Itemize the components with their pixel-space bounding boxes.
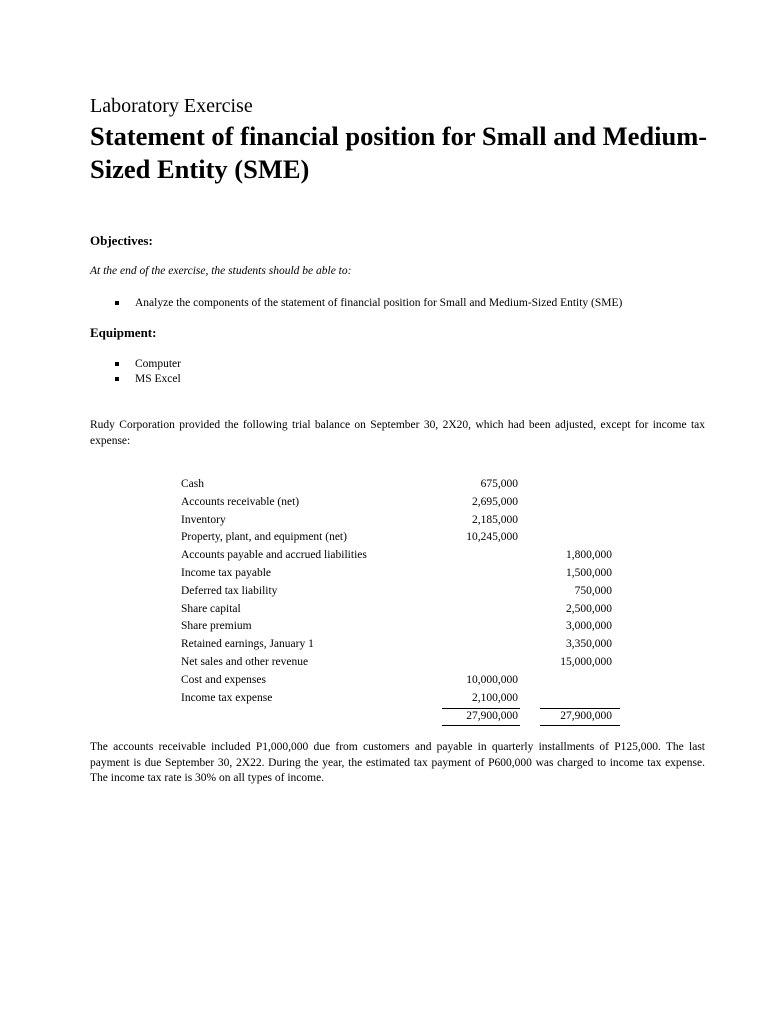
debit-amount: 675,000 xyxy=(480,478,518,490)
objectives-heading: Objectives: xyxy=(90,233,153,248)
document-title: Statement of financial position for Small and Medium-Sized Entity (SME) xyxy=(90,121,708,184)
equipment-text: MS Excel xyxy=(135,373,181,385)
table-row xyxy=(180,690,620,708)
credit-amount: 3,000,000 xyxy=(566,620,612,633)
objective-item xyxy=(90,296,622,311)
table-row xyxy=(180,654,620,672)
square-bullet-icon xyxy=(115,377,119,381)
problem-intro: Rudy Corporation provided the following trial balance on September 30, 2X20, which had been adjusted, except for income tax expense: xyxy=(90,419,705,447)
total-underline xyxy=(540,725,620,726)
credit-amount: 2,500,000 xyxy=(566,602,612,615)
table-row xyxy=(180,565,620,583)
account-name: Deferred tax liability xyxy=(181,584,278,597)
credit-amount: 1,500,000 xyxy=(566,566,612,579)
table-row xyxy=(180,672,620,690)
account-name: Cash xyxy=(181,478,204,490)
trial-balance-table xyxy=(180,476,620,725)
debit-amount: 2,100,000 xyxy=(472,691,518,704)
total-credit: 27,900,000 xyxy=(560,710,612,723)
debit-amount: 10,000,000 xyxy=(466,673,518,686)
table-row xyxy=(180,529,620,547)
equipment-item xyxy=(90,372,181,387)
table-row xyxy=(180,618,620,636)
account-name: Income tax expense xyxy=(181,691,273,704)
account-name: Property, plant, and equipment (net) xyxy=(181,531,347,544)
problem-notes: The accounts receivable included P1,000,000 due from customers and payable in quarterly installments of P125,000. The last payment is due September 30, 2X22. During the year, the estimated tax payment of P600,000 was charged to income tax expense. The income tax rate is 30% on all types of income. xyxy=(90,741,705,784)
document-subtitle: Laboratory Exercise xyxy=(90,95,253,117)
objectives-list xyxy=(90,296,622,311)
debit-amount: 2,695,000 xyxy=(472,495,518,508)
objectives-intro: At the end of the exercise, the students should be able to: xyxy=(90,265,352,277)
credit-amount: 3,350,000 xyxy=(566,638,612,651)
debit-amount: 10,245,000 xyxy=(466,531,518,544)
total-debit: 27,900,000 xyxy=(466,710,518,723)
square-bullet-icon xyxy=(115,362,119,366)
objective-text: Analyze the components of the statement of financial position for Small and Medium-Sized Entity (SME) xyxy=(135,297,623,309)
account-name: Income tax payable xyxy=(181,566,272,579)
credit-amount: 750,000 xyxy=(574,584,612,597)
table-row xyxy=(180,547,620,565)
account-name: Retained earnings, January 1 xyxy=(181,638,314,651)
square-bullet-icon xyxy=(115,301,119,305)
account-name: Share premium xyxy=(181,620,252,633)
table-row xyxy=(180,601,620,619)
totals-row xyxy=(180,708,620,725)
account-name: Accounts receivable (net) xyxy=(181,495,300,508)
equipment-text: Computer xyxy=(135,358,181,370)
account-name: Net sales and other revenue xyxy=(181,655,309,668)
table-row xyxy=(180,512,620,530)
table-row xyxy=(180,583,620,601)
credit-amount: 15,000,000 xyxy=(560,655,612,668)
equipment-item xyxy=(90,357,181,372)
table-row xyxy=(180,494,620,512)
account-name: Share capital xyxy=(181,602,241,615)
table-row xyxy=(180,476,620,494)
equipment-heading: Equipment: xyxy=(90,325,157,340)
account-name: Inventory xyxy=(181,513,226,526)
debit-amount: 2,185,000 xyxy=(472,513,518,526)
credit-amount: 1,800,000 xyxy=(566,549,612,562)
table-row xyxy=(180,636,620,654)
account-name: Cost and expenses xyxy=(181,673,266,686)
total-underline xyxy=(442,725,520,726)
equipment-list xyxy=(90,357,181,387)
account-name: Accounts payable and accrued liabilities xyxy=(181,549,367,562)
